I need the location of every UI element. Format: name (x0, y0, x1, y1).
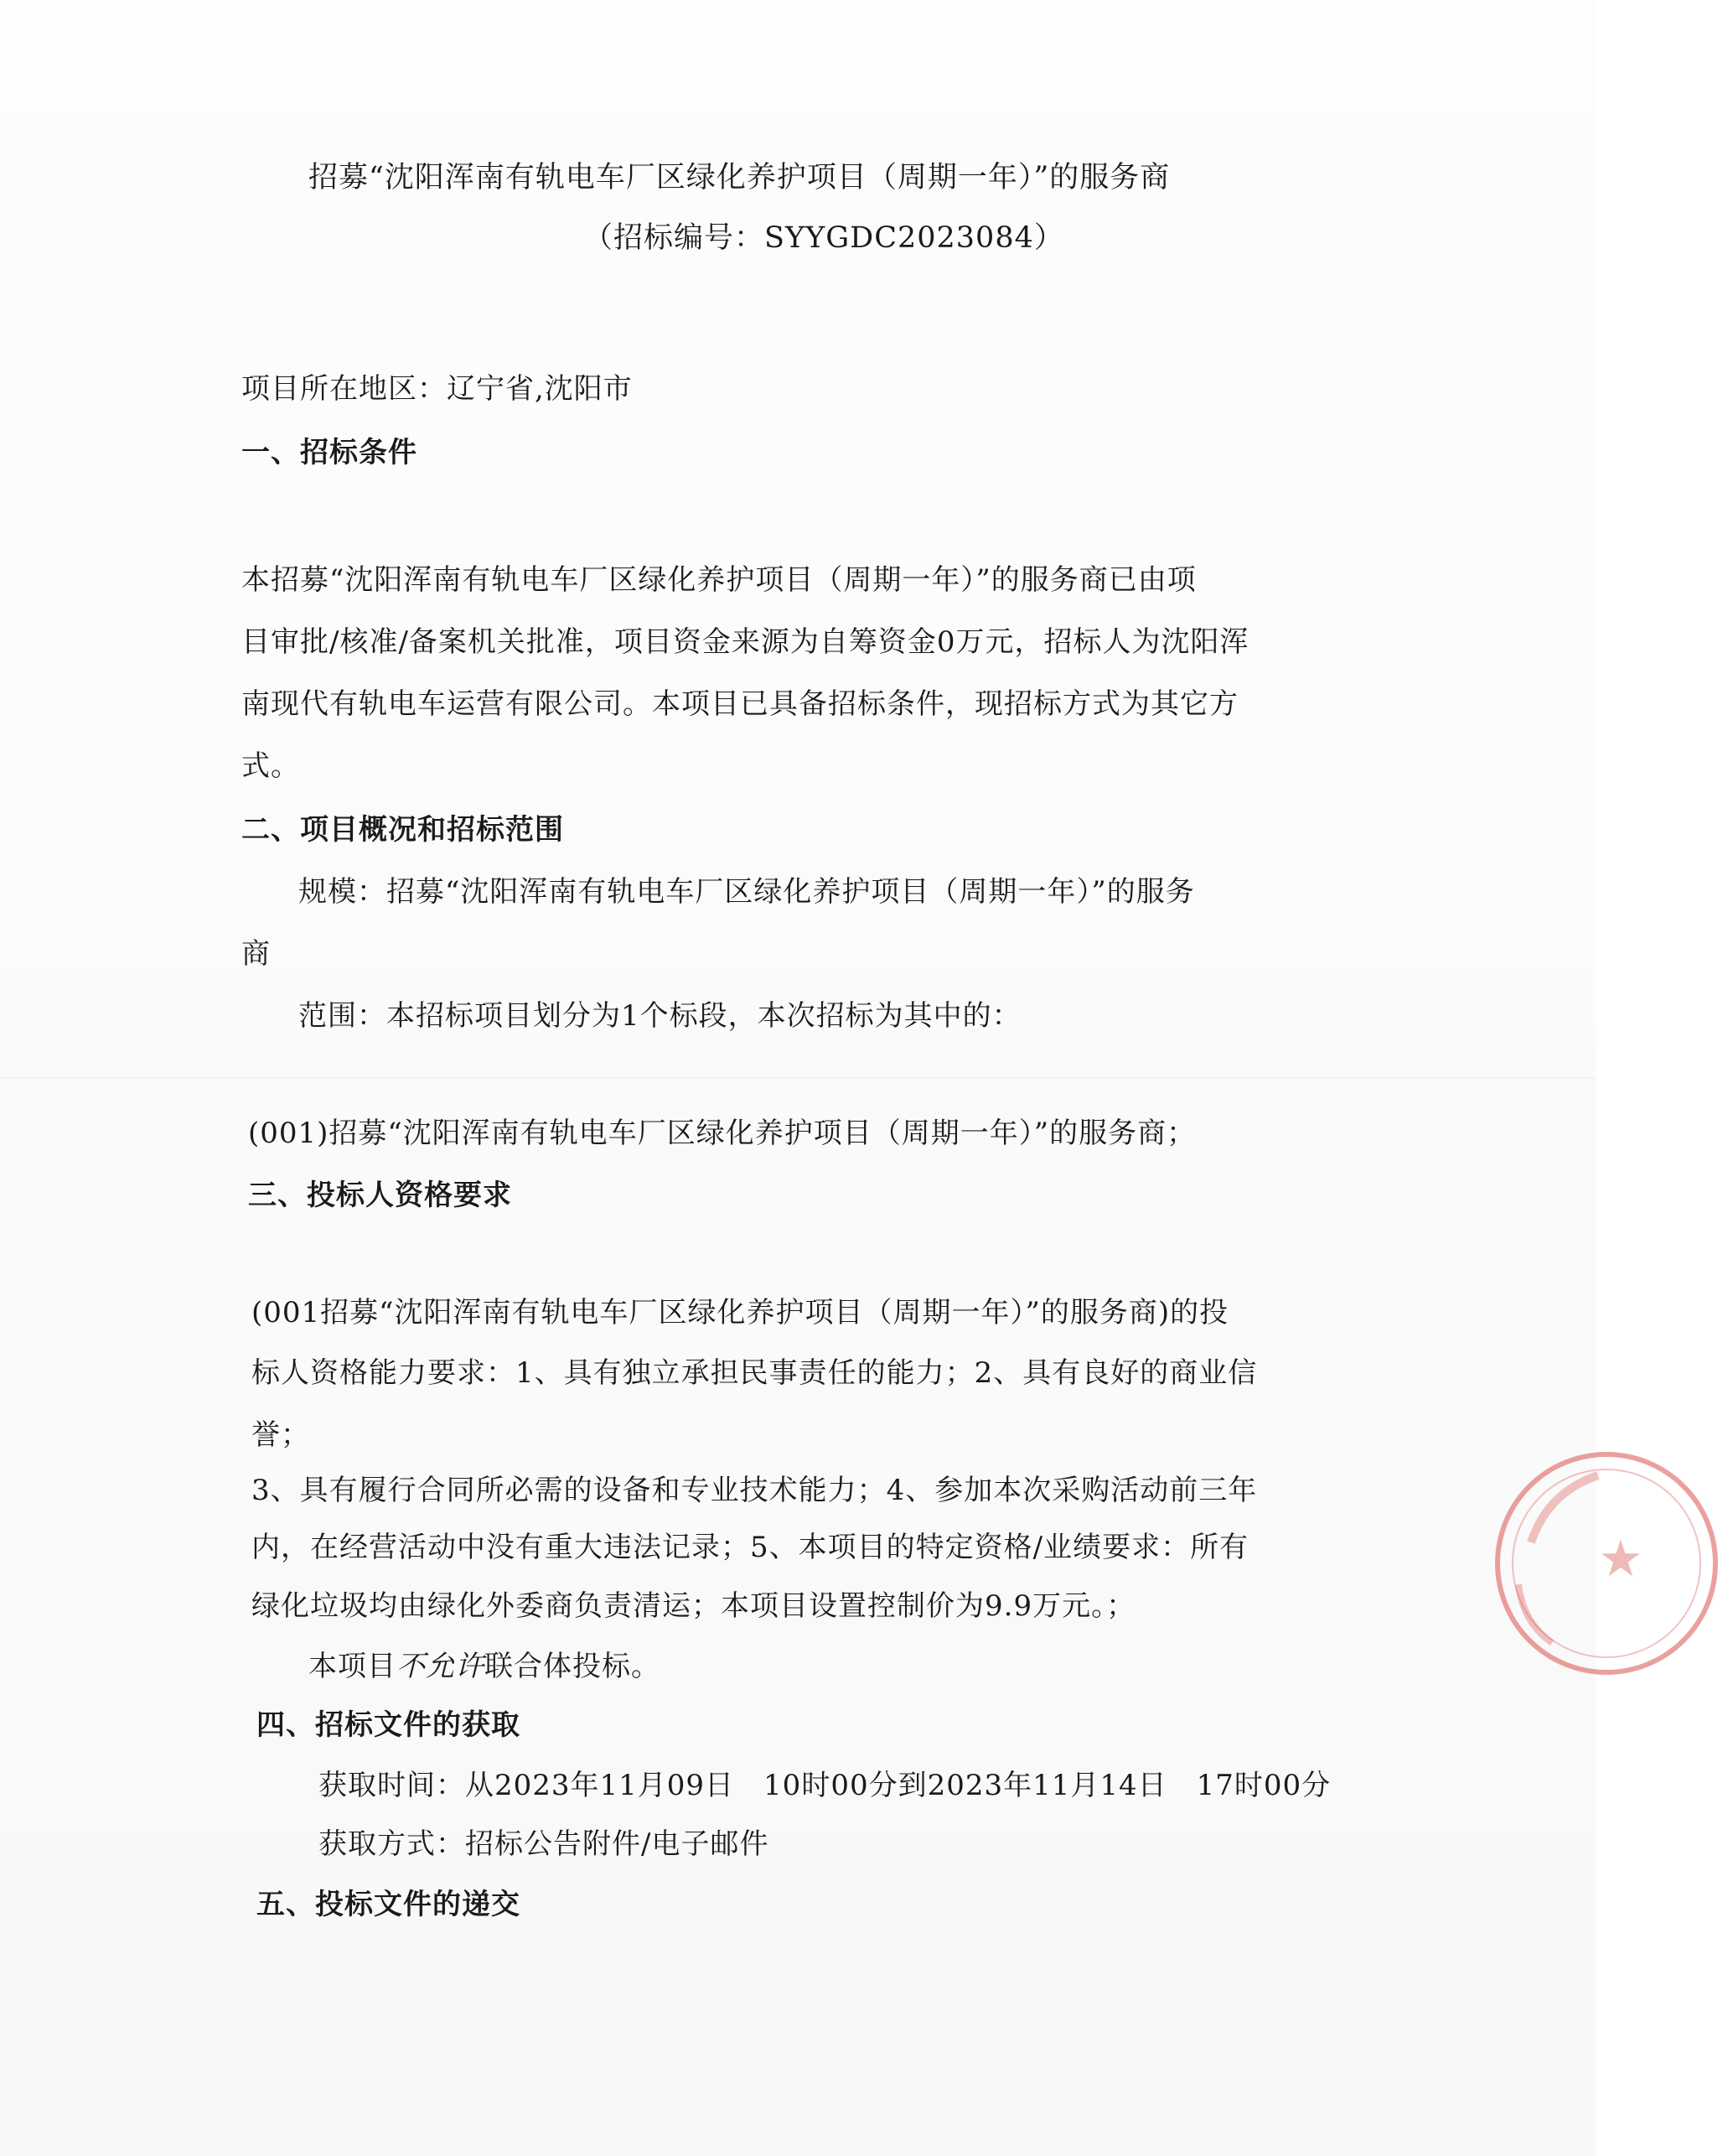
acquisition-time: 获取时间：从2023年11月09日 10时00分到2023年11月14日 17时00分 (318, 1769, 1332, 1802)
document-title-line2: （招标编号：SYYGDC2023084） (583, 221, 1064, 255)
scale-text-continued: 商 (241, 937, 271, 971)
consortium-text (308, 1648, 660, 1685)
consortium-prefix: 本项目 (308, 1650, 396, 1683)
section1-line: 本招募“沈阳浑南有轨电车厂区绿化养护项目（周期一年）”的服务商已由项 (241, 563, 1197, 597)
qualification-line: (001招募“沈阳浑南有轨电车厂区绿化养护项目（周期一年）”的服务商)的投 (251, 1296, 1229, 1329)
range-text: 范围：本招标项目划分为1个标段，本次招标为其中的： (298, 999, 1022, 1033)
seal-text-arc (1531, 1475, 1598, 1542)
qualification-line: 誉； (251, 1418, 310, 1452)
seal-graphic (1485, 1442, 1728, 1685)
qualification-line: 3、具有履行合同所必需的设备和专业技术能力；4、参加本次采购活动前三年 (251, 1474, 1258, 1507)
qualification-line: 绿化垃圾均由绿化外委商负责清运；本项目设置控制价为9.9万元。； (251, 1589, 1136, 1623)
acquisition-method: 获取方式：招标公告附件/电子邮件 (318, 1827, 769, 1861)
section1-line: 式。 (241, 749, 300, 783)
section1-line: 南现代有轨电车运营有限公司。本项目已具备招标条件，现招标方式为其它方 (241, 687, 1239, 721)
scale-text: 规模：招募“沈阳浑南有轨电车厂区绿化养护项目（周期一年）”的服务 (298, 875, 1195, 909)
project-region: 项目所在地区：辽宁省,沈阳市 (241, 372, 633, 406)
consortium-suffix: 联合体投标。 (484, 1650, 660, 1683)
section5-heading: 五、投标文件的递交 (256, 1888, 520, 1921)
qualification-line: 标人资格能力要求：1、具有独立承担民事责任的能力；2、具有良好的商业信 (251, 1356, 1258, 1390)
document-title-line1: 招募“沈阳浑南有轨电车厂区绿化养护项目（周期一年）”的服务商 (308, 161, 1171, 194)
consortium-not-allowed: 不允许 (396, 1650, 484, 1683)
official-seal (1485, 1442, 1728, 1685)
section4-heading: 四、招标文件的获取 (256, 1708, 520, 1742)
lot-text: (001)招募“沈阳浑南有轨电车厂区绿化养护项目（周期一年）”的服务商； (248, 1117, 1197, 1150)
section2-heading: 二、项目概况和招标范围 (241, 813, 564, 847)
section3-heading: 三、投标人资格要求 (248, 1179, 512, 1212)
section1-line: 目审批/核准/备案机关批准，项目资金来源为自筹资金0万元，招标人为沈阳浑 (241, 625, 1249, 659)
scan-fold-line (0, 1077, 1596, 1079)
qualification-line: 内，在经营活动中没有重大违法记录；5、本项目的特定资格/业绩要求：所有 (251, 1531, 1249, 1564)
section1-heading: 一、招标条件 (241, 436, 417, 469)
seal-star: ★ (1598, 1530, 1643, 1588)
